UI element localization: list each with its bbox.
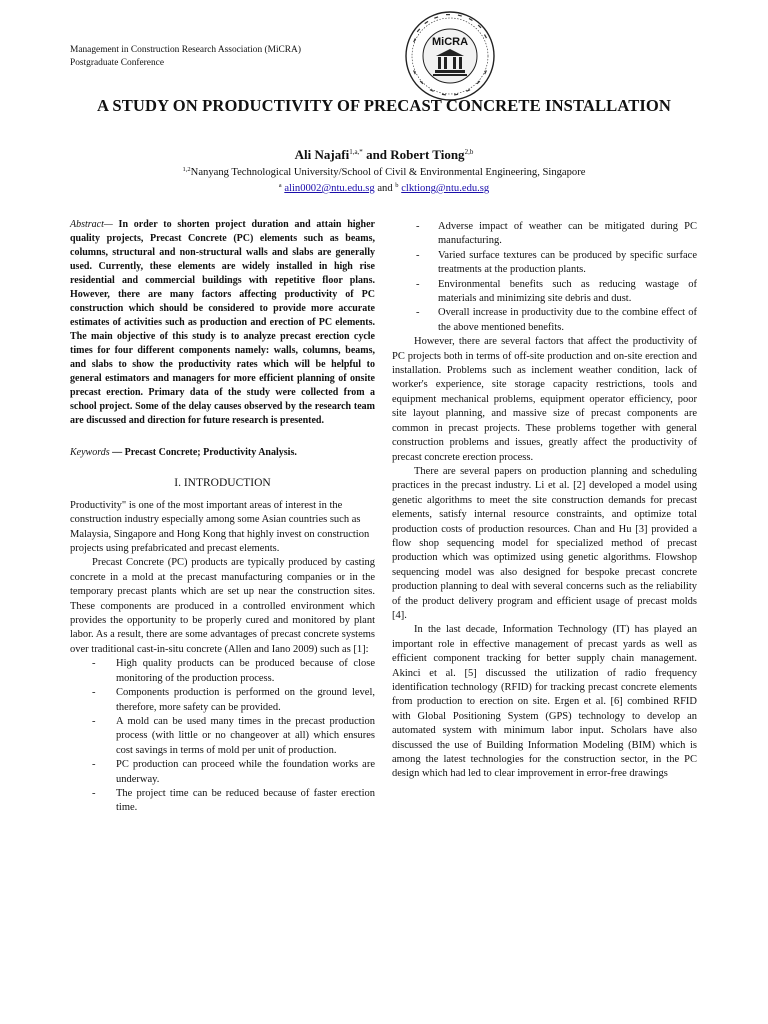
- author-and: and: [362, 147, 391, 162]
- list-item: - Varied surface textures can be produced by specific surface treatments at the production plants.: [392, 249, 697, 278]
- author-1-affil-marker: 1,a,*: [349, 148, 363, 156]
- advantages-list-continued: [392, 220, 697, 335]
- list-item: - Adverse impact of weather can be mitigated during PC manufacturing.: [392, 220, 697, 249]
- affiliation-text: Nanyang Technological University/School of Civil & Environmental Engineering, Singapore: [190, 167, 586, 178]
- list-item: - A mold can be used many times in the precast production process (with little or no changeover at all) which ensures cost savings in terms of mold per unit of production.: [70, 715, 375, 758]
- email-and: and: [374, 183, 396, 194]
- left-column: [70, 218, 375, 816]
- abstract-text: In order to shorten project duration and attain higher quality projects, Precast Concrete (PC) elements such as beams, columns, structural and non-structural walls and slabs are generally used. Currently, these elements are widely installed in high rise residential and commercial buildings with repetitive floor plans. However, there are many factors affecting productivity of PC construction which should be considered to provide more accurate estimates of activities such as production and erection of PC elements. The main objective of this study is to analyze precast erection cycle times for four different components namely: walls, columns, beams, and slabs to show the productivity rates which will be helpful to general estimators and managers for more efficient planning of onsite precast erection. Primary data of the study were collected from a school project. Some of the delay causes observed by the research team are discussed and direction for future research is presented.: [70, 219, 375, 426]
- author-2-affil-marker: 2,b: [464, 148, 474, 156]
- list-item: - High quality products can be produced because of close monitoring of the production process.: [70, 657, 375, 686]
- micra-logo: [404, 10, 496, 102]
- keywords-lead: Keywords: [70, 447, 110, 458]
- affiliation-marker: 1,2: [182, 166, 191, 173]
- list-item: - Environmental benefits such as reducing wastage of materials and minimizing site debris and dust.: [392, 278, 697, 307]
- abstract-lead: Abstract—: [70, 219, 113, 230]
- intro-paragraph-2: Precast Concrete (PC) products are typically produced by casting concrete in a mold at the precast manufacturing companies or in the temporary precast plants which are set up near the construction sites. These components are produced in a controlled environment which provides the opportunity to be properly cured and monitored by plant labor. As a result, there are some advantages of precast concrete systems over traditional cast-in-situ concrete (Allen and Iano 2009) such as [1]:: [70, 557, 375, 655]
- right-column: [392, 220, 697, 782]
- abstract: [70, 218, 375, 428]
- section-heading-introduction: I. INTRODUCTION: [174, 477, 271, 490]
- conference-name: [70, 44, 301, 70]
- intro-paragraph-1: Productivity" is one of the most important areas of interest in the construction industry especially among some Asian countries such as Malaysia, Singapore and Hong Kong that highly invest on construction projects using prefabricated and precast elements.: [70, 499, 370, 555]
- body-paragraph-it: In the last decade, Information Technology (IT) has played an important role in effective management of precast yards as well as efficient component tracking for better supply chain management. Akinci et al. [5] discussed the utilization of radio frequency identification technology (RFID) for tracking precast concrete elements from production to erection on site. Ergen et al. [6] combined RFID with Global Positioning System (GPS) technology to develop an automated system with minimum labor input. Scholars have also discussed the use of Building Information Modeling (BIM) which is among the latest technologies for the construction sector, in the PC design which had led to clear improvement in error-free drawings: [392, 624, 697, 780]
- keywords: [70, 446, 375, 460]
- body-paragraph-factors: However, there are several factors that affect the productivity of PC projects both in terms of off-site production and on-site erection and installation. Problems such as inclement weather condition, lack of worker's experience, site storage capacity restrictions, tools and equipment mechanical problems, equipment operator efficiency, poor site layout planning, and massive size of precast components are common in precast projects. These problems together with general construction problems and issues, greatly affect the productivity of precast concrete erection process.: [392, 336, 697, 463]
- conference-line-2: Postgraduate Conference: [70, 58, 164, 68]
- list-item: - PC production can proceed while the foundation works are underway.: [70, 758, 375, 787]
- email-b-marker: b: [395, 182, 399, 189]
- author-1: Ali Najafi: [294, 147, 350, 162]
- author-2: Robert Tiong: [390, 147, 465, 162]
- list-item: - The project time can be reduced because of faster erection time.: [70, 787, 375, 816]
- email-link-a[interactable]: alin0002@ntu.edu.sg: [284, 183, 375, 194]
- logo-text: MiCRA: [431, 36, 469, 48]
- author-emails: [0, 182, 768, 194]
- list-item: - Components production is performed on the ground level, therefore, more safety can be provided.: [70, 686, 375, 715]
- body-paragraph-scheduling: There are several papers on production planning and scheduling practices in the precast industry. Li et al. [2] developed a model using genetic algorithms to meet the site construction demands for precast elements, satisfy internal resource constraints, and optimize total production costs of production resources. Chan and Hu [3] provided a flow shop sequencing model for specialized method of precast production which was optimized using genetic algorithms. Flowshop sequencing model was also designed for bespoke precast concrete production planning to deal with several concerns such as the reliability of the product delivery program and efficient usage of precast molds [4].: [392, 465, 697, 621]
- affiliation: [0, 166, 768, 178]
- conference-line-1: Management in Construction Research Association (MiCRA): [70, 45, 301, 55]
- advantages-list: [70, 657, 375, 815]
- email-link-b[interactable]: clktiong@ntu.edu.sg: [401, 183, 490, 194]
- email-a-marker: a: [278, 182, 282, 189]
- authors: [0, 147, 768, 163]
- keywords-text: — Precast Concrete; Productivity Analysis.: [109, 447, 297, 458]
- paper-title: A STUDY ON PRODUCTIVITY OF PRECAST CONCRETE INSTALLATION: [96, 96, 672, 115]
- list-item: - Overall increase in productivity due to the combine effect of the above mentioned benefits.: [392, 306, 697, 335]
